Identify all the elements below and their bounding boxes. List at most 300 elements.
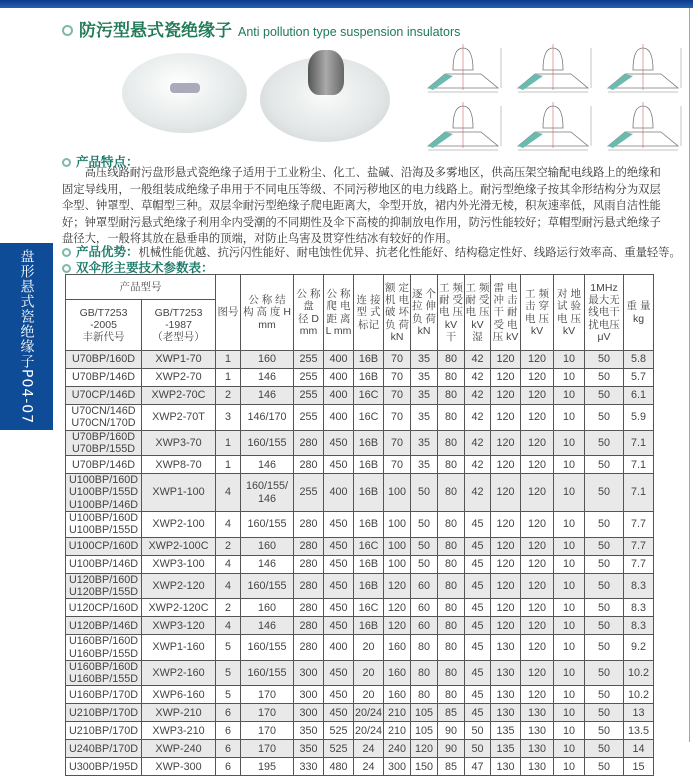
table-cell: 120 <box>491 474 521 512</box>
table-cell: 4 <box>216 573 241 599</box>
table-cell: 50 <box>585 512 624 538</box>
column-header: 公 称 盘 径 D mm <box>294 275 324 351</box>
table-cell: 280 <box>294 599 324 617</box>
table-cell: 5 <box>216 635 241 661</box>
table-cell: 120 <box>521 405 554 431</box>
table-row <box>66 474 654 512</box>
table-cell: 80 <box>411 635 438 661</box>
table-cell: 42 <box>465 430 491 456</box>
table-cell: 160 <box>241 537 294 555</box>
table-cell: 146 <box>241 387 294 405</box>
table-cell: 1 <box>216 369 241 387</box>
table-cell: 120 <box>384 599 411 617</box>
insulator-diagram <box>428 44 501 92</box>
table-cell: 480 <box>324 758 354 776</box>
table-row <box>66 555 654 573</box>
table-row <box>66 686 654 704</box>
table-cell: 120 <box>521 635 554 661</box>
table-cell: 120 <box>491 369 521 387</box>
table-row <box>66 635 654 661</box>
table-cell: 80 <box>438 405 465 431</box>
table-cell: U70BP/160D U70BP/155D <box>66 430 142 456</box>
table-cell: 42 <box>465 369 491 387</box>
table-cell: 400 <box>324 351 354 369</box>
table-cell: 160 <box>384 686 411 704</box>
table-cell: 50 <box>585 599 624 617</box>
table-cell: 80 <box>438 617 465 635</box>
table-cell: 20 <box>354 686 384 704</box>
table-cell: U160BP/160D U160BP/155D <box>66 660 142 686</box>
column-header: GB/T7253 -2005 丰新代号 <box>66 300 142 351</box>
table-cell: 42 <box>465 474 491 512</box>
table-cell: 16C <box>354 599 384 617</box>
table-cell: XWP-300 <box>142 758 216 776</box>
table-cell: 9.2 <box>624 635 654 661</box>
table-cell: 70 <box>384 430 411 456</box>
table-cell: 8.3 <box>624 617 654 635</box>
table-cell: 10 <box>554 704 585 722</box>
table-cell: 195 <box>241 758 294 776</box>
table-cell: 7.7 <box>624 555 654 573</box>
table-cell: 160/155 <box>241 573 294 599</box>
table-cell: 45 <box>465 617 491 635</box>
table-cell: 10 <box>554 617 585 635</box>
table-cell: 45 <box>465 555 491 573</box>
table-cell: 120 <box>521 617 554 635</box>
table-cell: 50 <box>585 430 624 456</box>
title-zh: 防污型悬式瓷绝缘子 <box>79 21 232 41</box>
table-cell: 16C <box>354 387 384 405</box>
table-cell: U70BP/160D <box>66 351 142 369</box>
table-cell: 350 <box>294 740 324 758</box>
table-cell: 280 <box>294 635 324 661</box>
table-cell: 10 <box>554 405 585 431</box>
table-cell: U210BP/170D <box>66 722 142 740</box>
table-cell: 6 <box>216 704 241 722</box>
table-cell: 525 <box>324 722 354 740</box>
table-cell: 400 <box>324 405 354 431</box>
table-cell: 130 <box>521 704 554 722</box>
table-cell: 280 <box>294 573 324 599</box>
table-cell: 450 <box>324 599 354 617</box>
table-cell: 45 <box>465 537 491 555</box>
table-cell: U160BP/170D <box>66 686 142 704</box>
table-cell: 45 <box>465 686 491 704</box>
table-cell: 7.1 <box>624 456 654 474</box>
table-cell: 42 <box>465 405 491 431</box>
table-cell: XWP1-160 <box>142 635 216 661</box>
table-cell: 146/170 <box>241 405 294 431</box>
table-cell: U100CP/160D <box>66 537 142 555</box>
table-cell: 85 <box>438 704 465 722</box>
table-cell: 120 <box>491 512 521 538</box>
table-cell: 4 <box>216 617 241 635</box>
table-cell: U240BP/170D <box>66 740 142 758</box>
table-cell: 255 <box>294 474 324 512</box>
table-cell: 2 <box>216 537 241 555</box>
table-cell: 70 <box>384 369 411 387</box>
table-cell: 45 <box>465 599 491 617</box>
table-cell: XWP-210 <box>142 704 216 722</box>
table-cell: 120 <box>521 430 554 456</box>
features-heading: 产品特点： <box>62 152 139 170</box>
table-cell: 120 <box>384 617 411 635</box>
table-cell: 160/155 <box>241 430 294 456</box>
table-cell: 6.1 <box>624 387 654 405</box>
table-cell: 146 <box>241 555 294 573</box>
table-cell: 120 <box>521 686 554 704</box>
table-cell: 130 <box>491 704 521 722</box>
table-cell: 105 <box>411 722 438 740</box>
table-cell: 120 <box>491 555 521 573</box>
table-cell: 130 <box>521 722 554 740</box>
table-cell: 80 <box>438 599 465 617</box>
page-title <box>62 16 460 41</box>
table-cell: 100 <box>384 555 411 573</box>
table-cell: 80 <box>438 387 465 405</box>
table-cell: 280 <box>294 456 324 474</box>
table-cell: 70 <box>384 456 411 474</box>
table-cell: 50 <box>585 686 624 704</box>
table-cell: XWP-240 <box>142 740 216 758</box>
table-cell: 120 <box>384 573 411 599</box>
table-cell: XWP3-70 <box>142 430 216 456</box>
table-cell: XWP8-70 <box>142 456 216 474</box>
table-cell: 80 <box>438 660 465 686</box>
table-cell: 7.7 <box>624 537 654 555</box>
table-cell: 255 <box>294 405 324 431</box>
table-cell: 120 <box>491 617 521 635</box>
column-header: 图号 <box>216 275 241 351</box>
column-header: 逐 个 拉 伸 负 荷 kN <box>411 275 438 351</box>
table-cell: 120 <box>521 351 554 369</box>
table-cell: 135 <box>491 740 521 758</box>
features-text: 高压线路耐污盘形悬式瓷绝缘子适用于工业粉尘、化工、盐碱、沿海及多雾地区，供高压架空输配电线路上的绝缘和固定导线用，一般组装成绝缘子串用于不同电压等级、不同污秽地区的电力线路上。耐污型绝缘子按其伞形结构分为双层伞型、钟罩型、草帽型三种。双层伞耐污型绝缘子爬电距离大，伞型开放，裙内外光滑无棱，积灰速率低，风雨自洁性能好；钟罩型耐污悬式绝缘子利用伞内受潮的不同期性及伞下高棱的抑制放电作用，防污性能较好；草帽型耐污悬式绝缘子盘径大，一般将其放在悬垂串的顶端，对防止鸟害及贯穿性结冰有较好的作用。 <box>62 166 661 246</box>
table-cell: 10 <box>554 512 585 538</box>
table-cell: 450 <box>324 512 354 538</box>
table-cell: 10 <box>554 351 585 369</box>
table-cell: 130 <box>521 758 554 776</box>
table-cell: 16B <box>354 512 384 538</box>
table-cell: 1 <box>216 430 241 456</box>
table-cell: 450 <box>324 617 354 635</box>
table-cell: 50 <box>585 573 624 599</box>
table-cell: XWP2-120C <box>142 599 216 617</box>
table-cell: 42 <box>465 387 491 405</box>
table-cell: 6 <box>216 740 241 758</box>
table-cell: 6 <box>216 758 241 776</box>
table-cell: 50 <box>465 722 491 740</box>
table-cell: 42 <box>465 456 491 474</box>
table-cell: 120 <box>521 573 554 599</box>
table-cell: 4 <box>216 474 241 512</box>
table-cell: 4 <box>216 512 241 538</box>
table-cell: 10 <box>554 599 585 617</box>
table-cell: 16B <box>354 573 384 599</box>
table-cell: 120 <box>521 537 554 555</box>
table-cell: 100 <box>384 474 411 512</box>
table-cell: 10 <box>554 573 585 599</box>
table-cell: 50 <box>585 456 624 474</box>
table-cell: 120 <box>521 456 554 474</box>
table-row <box>66 660 654 686</box>
table-cell: 450 <box>324 704 354 722</box>
dimension-diagrams <box>418 38 688 153</box>
table-row <box>66 512 654 538</box>
table-row <box>66 599 654 617</box>
circle-bullet-icon <box>62 25 73 36</box>
table-cell: 70 <box>384 351 411 369</box>
table-cell: 170 <box>241 740 294 758</box>
table-cell: 120 <box>491 456 521 474</box>
page-border <box>689 8 690 742</box>
table-cell: 105 <box>411 704 438 722</box>
table-cell: 400 <box>324 474 354 512</box>
spec-table <box>65 274 654 776</box>
table-cell: 47 <box>465 758 491 776</box>
table-cell: 80 <box>438 351 465 369</box>
table-cell: 45 <box>465 704 491 722</box>
table-cell: 255 <box>294 387 324 405</box>
table-cell: 50 <box>411 555 438 573</box>
table-cell: 240 <box>384 740 411 758</box>
column-header: 对 地 试 验 电 压 kV <box>554 275 585 351</box>
table-row <box>66 740 654 758</box>
insulator-photo-underside <box>122 53 247 133</box>
table-cell: 450 <box>324 686 354 704</box>
table-row <box>66 537 654 555</box>
table-row <box>66 704 654 722</box>
table-cell: 330 <box>294 758 324 776</box>
table-cell: XWP3-100 <box>142 555 216 573</box>
insulator-diagram <box>608 44 681 92</box>
table-cell: 10 <box>554 635 585 661</box>
table-cell: 24 <box>354 740 384 758</box>
column-header: 额 定 机 电 破 坏 负 荷 kN <box>384 275 411 351</box>
table-cell: 35 <box>411 369 438 387</box>
table-cell: 210 <box>384 722 411 740</box>
table-cell: U120BP/146D <box>66 617 142 635</box>
table-cell: 50 <box>585 474 624 512</box>
table-cell: 130 <box>491 758 521 776</box>
table-row <box>66 430 654 456</box>
table-cell: 60 <box>411 599 438 617</box>
insulator-diagram <box>518 102 591 150</box>
table-cell: 35 <box>411 405 438 431</box>
table-cell: 42 <box>465 351 491 369</box>
table-cell: 50 <box>585 635 624 661</box>
insulator-diagram <box>428 102 501 150</box>
table-cell: 16B <box>354 369 384 387</box>
circle-bullet-icon <box>62 248 71 257</box>
table-cell: 280 <box>294 430 324 456</box>
column-header: 公 称 结 构 高 度 H mm <box>241 275 294 351</box>
table-cell: 10.2 <box>624 686 654 704</box>
table-cell: 120 <box>521 512 554 538</box>
table-cell: 146 <box>241 369 294 387</box>
table-cell: 16B <box>354 351 384 369</box>
table-cell: U70CP/146D <box>66 387 142 405</box>
column-header: 连 接 型 式 标记 <box>354 275 384 351</box>
table-cell: 100 <box>384 512 411 538</box>
table-cell: 20/24 <box>354 722 384 740</box>
table-cell: 160/155/ 146 <box>241 474 294 512</box>
column-header: 公 称 爬 电 距 离 L mm <box>324 275 354 351</box>
table-cell: 80 <box>411 660 438 686</box>
advantages-text: 机械性能优越、抗污闪性能好、耐电蚀性优异、抗老化性能好、结构稳定性好、线路运行效率高、重量轻等。 <box>138 246 681 259</box>
top-banner <box>0 0 693 8</box>
table-cell: 4 <box>216 555 241 573</box>
table-cell: 5 <box>216 660 241 686</box>
table-cell: 10 <box>554 758 585 776</box>
table-cell: U300BP/195D <box>66 758 142 776</box>
table-cell: 24 <box>354 758 384 776</box>
header-product-model: 产品型号 <box>66 275 216 300</box>
table-cell: 10 <box>554 430 585 456</box>
table-cell: 170 <box>241 722 294 740</box>
table-cell: 80 <box>438 537 465 555</box>
table-cell: 35 <box>411 351 438 369</box>
table-cell: 70 <box>384 387 411 405</box>
table-cell: 50 <box>585 369 624 387</box>
side-label: 盘形悬式瓷绝缘子P04-07 <box>18 248 35 425</box>
table-cell: 20/24 <box>354 704 384 722</box>
table-cell: XWP2-70T <box>142 405 216 431</box>
table-cell: 50 <box>411 474 438 512</box>
table-cell: 45 <box>465 635 491 661</box>
table-cell: 50 <box>585 555 624 573</box>
column-header: 雷 电 冲 击 干 耐 受 电 压 kV <box>491 275 521 351</box>
table-cell: 35 <box>411 456 438 474</box>
table-cell: XWP2-100 <box>142 512 216 538</box>
table-cell: 2 <box>216 387 241 405</box>
column-header: 重 量 kg <box>624 275 654 351</box>
table-cell: 45 <box>465 512 491 538</box>
table-cell: 160 <box>384 660 411 686</box>
table-cell: 10 <box>554 722 585 740</box>
table-cell: 400 <box>324 369 354 387</box>
table-cell: 16C <box>354 405 384 431</box>
table-cell: 1 <box>216 351 241 369</box>
table-cell: 45 <box>465 660 491 686</box>
table-cell: 450 <box>324 573 354 599</box>
table-cell: 35 <box>411 430 438 456</box>
table-row <box>66 573 654 599</box>
table-cell: 350 <box>294 722 324 740</box>
table-cell: 16C <box>354 537 384 555</box>
table-cell: U70BP/146D <box>66 369 142 387</box>
table-cell: 15 <box>624 758 654 776</box>
insulator-diagram <box>518 44 591 92</box>
table-cell: 60 <box>411 617 438 635</box>
table-cell: 135 <box>491 722 521 740</box>
table-cell: 280 <box>294 512 324 538</box>
table-cell: U100BP/146D <box>66 555 142 573</box>
table-cell: 13.5 <box>624 722 654 740</box>
table-cell: U70CN/146D U70CN/170D <box>66 405 142 431</box>
table-cell: 80 <box>438 686 465 704</box>
table-cell: 10 <box>554 369 585 387</box>
table-cell: 50 <box>585 537 624 555</box>
table-cell: 10 <box>554 660 585 686</box>
table-cell: 8.3 <box>624 573 654 599</box>
table-row <box>66 351 654 369</box>
table-cell: 80 <box>438 456 465 474</box>
table-cell: 50 <box>585 704 624 722</box>
table-cell: 7.1 <box>624 474 654 512</box>
table-cell: 5.7 <box>624 369 654 387</box>
table-cell: XWP1-70 <box>142 351 216 369</box>
table-cell: 450 <box>324 537 354 555</box>
table-cell: XWP2-120 <box>142 573 216 599</box>
table-cell: 10 <box>554 387 585 405</box>
table-cell: 50 <box>585 740 624 758</box>
table-cell: 120 <box>521 474 554 512</box>
table-cell: 10 <box>554 537 585 555</box>
table-cell: 80 <box>438 430 465 456</box>
table-cell: 120 <box>491 430 521 456</box>
table-cell: XWP2-70C <box>142 387 216 405</box>
column-header: 1MHz 最大无 线电干 扰电压 μV <box>585 275 624 351</box>
table-cell: 146 <box>241 456 294 474</box>
table-cell: 120 <box>521 387 554 405</box>
column-header: 工 频 耐 受 电 压 kV 干 <box>438 275 465 351</box>
table-row <box>66 405 654 431</box>
table-cell: U210BP/170D <box>66 704 142 722</box>
table-cell: 16B <box>354 474 384 512</box>
insulator-pin <box>170 83 200 93</box>
table-cell: 8.3 <box>624 599 654 617</box>
column-header: 工 频 击 穿 电 压 kV <box>521 275 554 351</box>
table-cell: 80 <box>438 512 465 538</box>
table-cell: 120 <box>521 660 554 686</box>
table-cell: 300 <box>384 758 411 776</box>
side-tab <box>0 243 53 430</box>
table-cell: XWP6-160 <box>142 686 216 704</box>
table-cell: 300 <box>294 660 324 686</box>
table-cell: 50 <box>585 351 624 369</box>
table-cell: 120 <box>521 599 554 617</box>
table-cell: 10 <box>554 740 585 758</box>
table-cell: 50 <box>585 660 624 686</box>
advantages: 产品优势：机械性能优越、抗污闪性能好、耐电蚀性优异、抗老化性能好、结构稳定性好、线路运行效率高、重量轻等。 <box>62 242 681 260</box>
table-cell: 130 <box>491 635 521 661</box>
table-cell: 85 <box>438 758 465 776</box>
insulator-cap <box>308 50 344 95</box>
table-cell: 120 <box>491 351 521 369</box>
table-cell: 50 <box>411 512 438 538</box>
table-cell: XWP3-120 <box>142 617 216 635</box>
table-heading: 双伞形主要技术参数表： <box>62 258 214 276</box>
table-cell: XWP3-210 <box>142 722 216 740</box>
table-cell: 50 <box>585 722 624 740</box>
table-cell: 60 <box>411 573 438 599</box>
table-cell: U70BP/146D <box>66 456 142 474</box>
table-cell: 280 <box>294 537 324 555</box>
table-cell: 13 <box>624 704 654 722</box>
table-row <box>66 617 654 635</box>
table-cell: 90 <box>438 722 465 740</box>
table-cell: 80 <box>438 474 465 512</box>
table-cell: 1 <box>216 456 241 474</box>
table-cell: 5.8 <box>624 351 654 369</box>
title-en: Anti pollution type suspension insulators <box>238 25 461 39</box>
table-cell: 120 <box>521 555 554 573</box>
table-cell: 5 <box>216 686 241 704</box>
table-cell: 10 <box>554 686 585 704</box>
table-cell: 90 <box>438 740 465 758</box>
table-cell: 170 <box>241 686 294 704</box>
